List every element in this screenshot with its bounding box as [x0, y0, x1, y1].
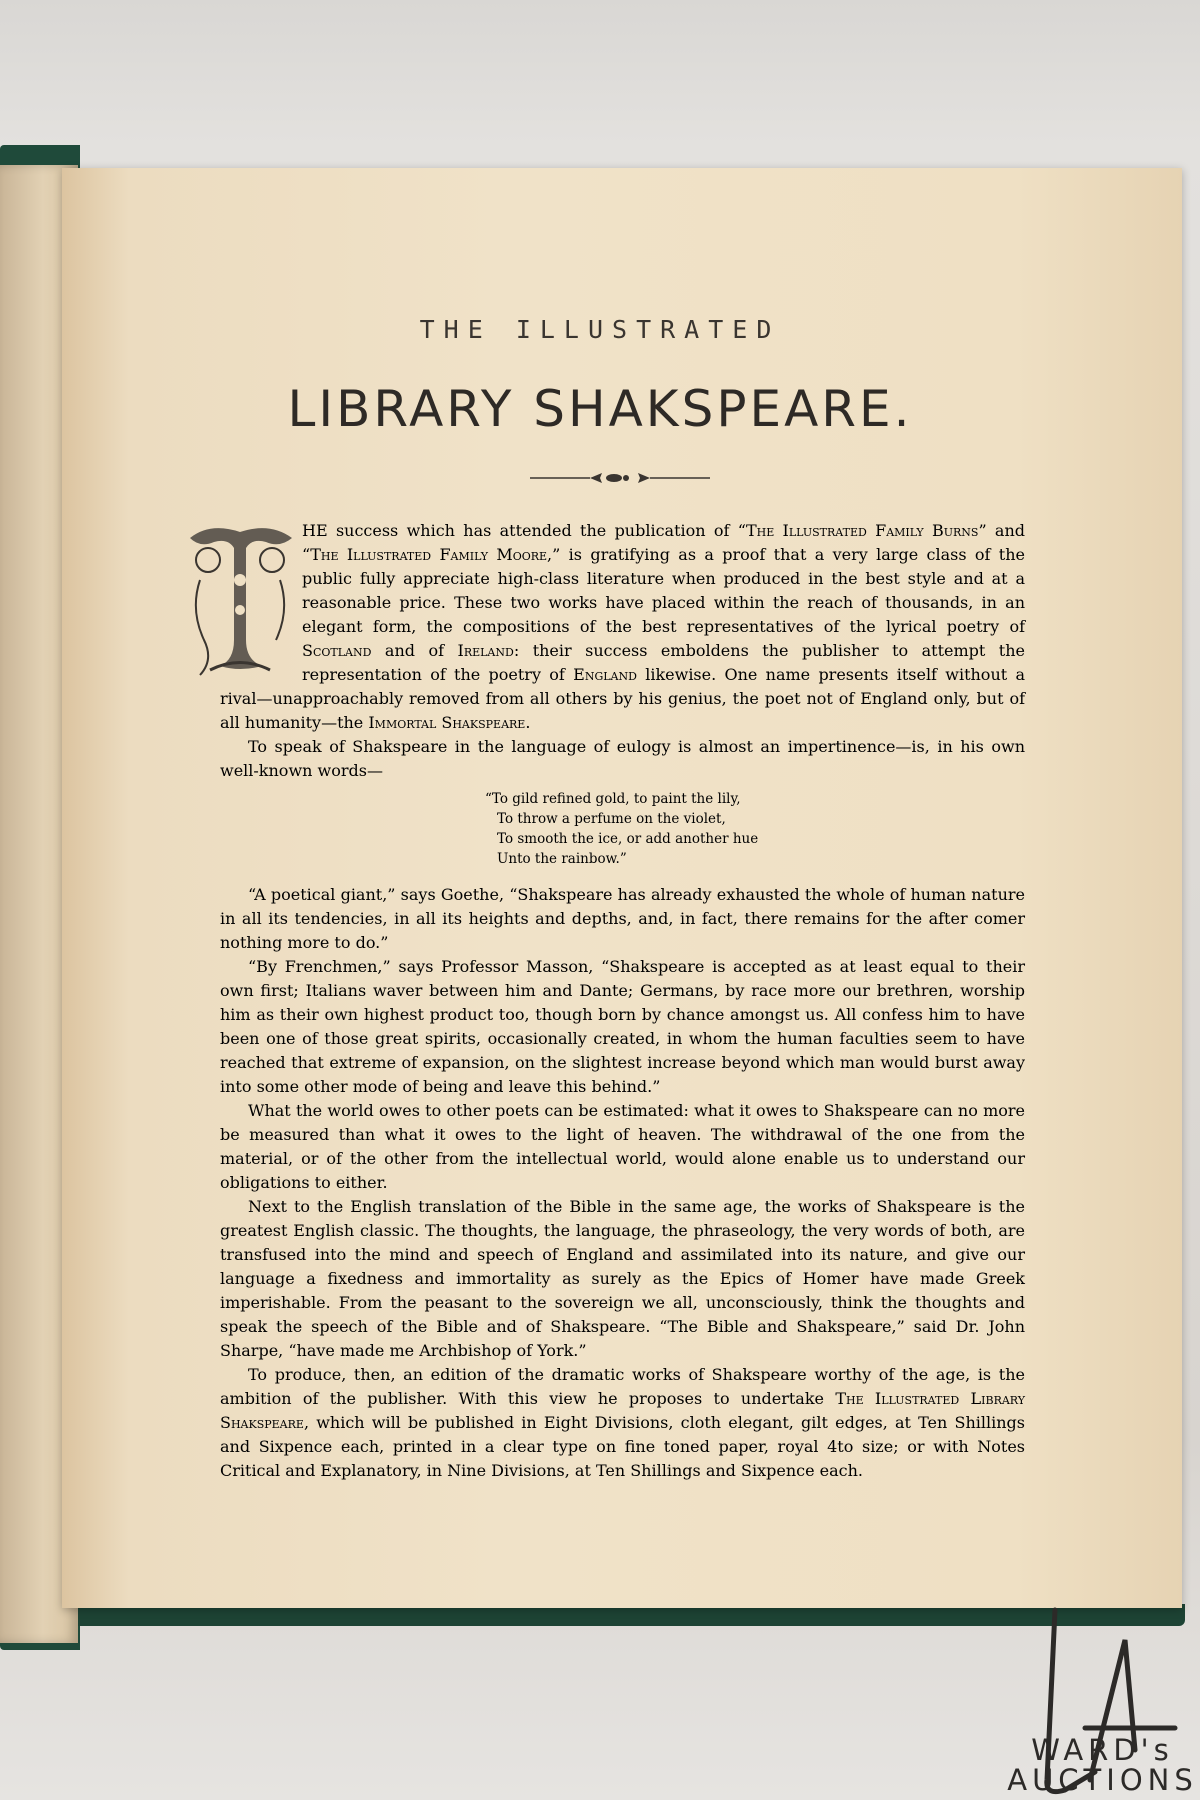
paragraph-1-text: ,” is gratifying as a proof that a very large class of the public fully appreciate high-class literature when produced in the best style and at a reasonable price. These two works have placed within the reach of thousands, in an elegant form, the compositions of the best representatives of the lyrical poetry of	[302, 545, 1025, 636]
paragraph-1-text: ” and “	[302, 521, 1026, 564]
paragraph-1-text: likewise. One name presents itself without a rival—unapproachably removed from all others by his genius, the poet not of England only, but of all humanity—the	[220, 665, 1026, 732]
poem-line: Unto the rainbow.”	[497, 851, 627, 867]
article-body	[220, 519, 1025, 1483]
paragraph-1-text: HE success which has attended the publication of “	[302, 521, 746, 540]
wards-auctions-logo-text	[1005, 1735, 1200, 1795]
paragraph-1-text: .	[525, 713, 531, 732]
title-ornament	[530, 470, 710, 486]
pre-title: THE ILLUSTRATED	[419, 315, 781, 344]
paragraph-2: To speak of Shakspeare in the language of eulogy is almost an impertinence—is, in his own well-known words—	[220, 737, 1025, 780]
poem-quote	[485, 789, 1025, 869]
paragraph-7	[220, 1363, 1025, 1483]
title-family-moore: The Illustrated Family Moore	[310, 545, 548, 564]
paragraph-7-text: To produce, then, an edition of the dramatic works of Shakspeare worthy of the age, is the ambition of the publisher. With this view he proposes to undertake	[220, 1365, 1025, 1408]
word-scotland: Scotland	[302, 641, 372, 660]
paragraph-4: “By Frenchmen,” says Professor Masson, “Shakspeare is accepted as at least equal to their own first; Italians waver between him and Dante; Germans, by race more our brethren, worship him as their own highest product too, though born by chance amongst us. All confess him to have been one of those great spirits, occasionally created, in whom the human faculties seem to have reached that extreme of expansion, on the slightest increase beyond which man would burst away into some other mode of being and leave this behind.”	[220, 957, 1025, 1096]
title-family-burns: The Illustrated Family Burns	[745, 521, 979, 540]
paragraph-1	[220, 519, 1025, 735]
page-title: LIBRARY SHAKSPEARE.	[287, 380, 913, 438]
title-library-shakspeare: The Illustrated Library Shakspeare	[220, 1389, 1026, 1432]
logo-line-1: WARD's	[1031, 1733, 1174, 1767]
word-ireland: Ireland	[457, 641, 514, 660]
paragraph-3: “A poetical giant,” says Goethe, “Shakspeare has already exhausted the whole of human nature in all its tendencies, in all its heights and depths, and, in fact, there remains for the after comer nothing more to do.”	[220, 885, 1025, 952]
paragraph-7-text: , which will be published in Eight Divisions, cloth elegant, gilt edges, at Ten Shillings and Sixpence each, printed in a clear type on fine toned paper, royal 4to size; or with Notes Critical and Explanatory, in Nine Divisions, at Ten Shillings and Sixpence each.	[220, 1413, 1025, 1480]
paragraph-1-text: : their success emboldens the publisher to attempt the representation of the poetry of	[302, 641, 1025, 684]
word-england: England	[573, 665, 637, 684]
poem-line: “To gild refined gold, to paint the lily,	[485, 791, 741, 807]
logo-line-2: AUCTIONS	[1007, 1763, 1198, 1797]
word-immortal-shakspeare: Immortal Shakspeare	[368, 713, 526, 732]
dropcap-space	[210, 519, 302, 687]
poem-line: To smooth the ice, or add another hue	[497, 831, 759, 847]
poem-line: To throw a perfume on the violet,	[497, 811, 726, 827]
paragraph-6: Next to the English translation of the Bible in the same age, the works of Shakspeare is the greatest English classic. The thoughts, the language, the phraseology, the very words of both, are transfused into the mind and speech of England and assimilated into its nature, and give our language a fixedness and immortality as surely as the Epics of Homer have made Greek imperishable. From the peasant to the sovereign we all, unconsciously, think the thoughts and speak the speech of the Bible and of Shakspeare. “The Bible and Shakspeare,” said Dr. John Sharpe, “have made me Archbishop of York.”	[220, 1197, 1025, 1360]
paragraph-5: What the world owes to other poets can be estimated: what it owes to Shakspeare can no more be measured than what it owes to the light of heaven. The withdrawal of the one from the material, or of the other from the intellectual world, would alone enable us to understand our obligations to either.	[220, 1101, 1025, 1192]
paragraph-1-text: and of	[371, 641, 458, 660]
